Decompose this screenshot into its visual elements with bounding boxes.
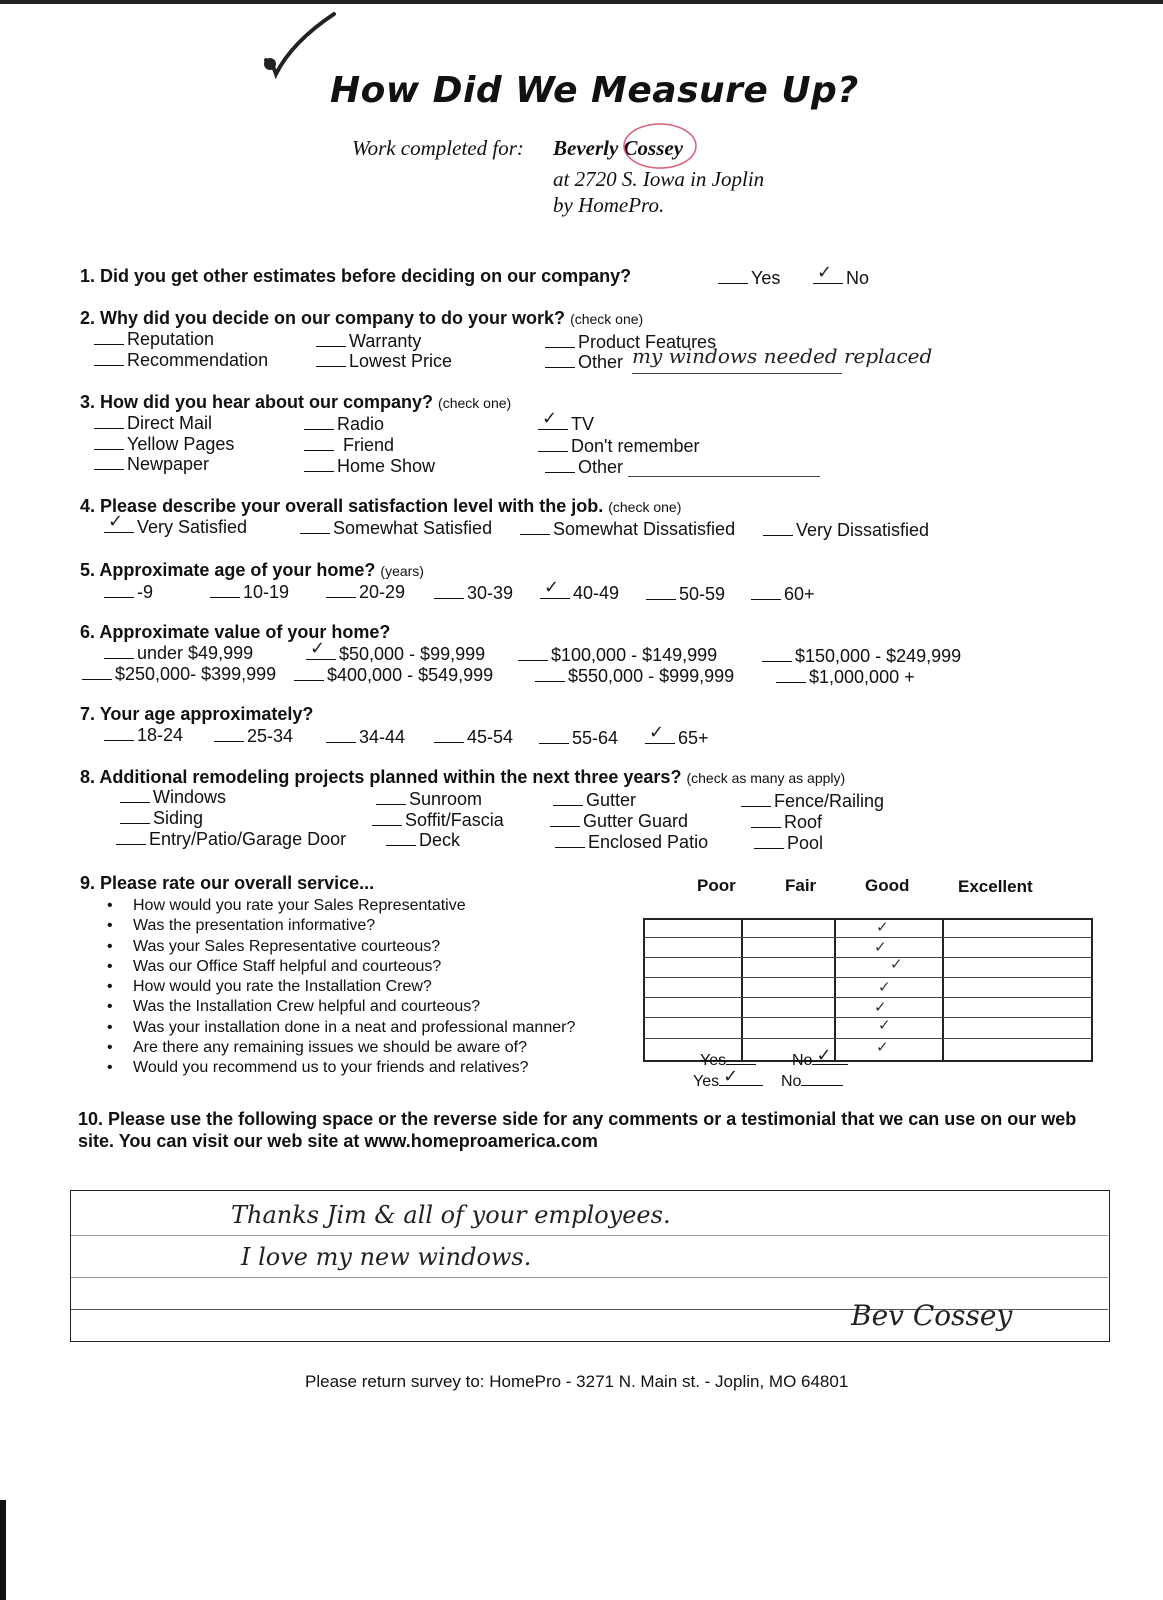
q4-somewhat-satisfied[interactable]: Somewhat Satisfied bbox=[300, 518, 492, 539]
q9-item: • Are there any remaining issues we should be aware of? bbox=[133, 1039, 527, 1057]
q8-gutter-guard[interactable]: Gutter Guard bbox=[550, 811, 688, 832]
q7-25-34[interactable]: 25-34 bbox=[214, 726, 293, 747]
scan-edge-left bbox=[0, 1500, 6, 1600]
check-icon: ✓ bbox=[878, 1016, 891, 1034]
other-line bbox=[632, 373, 842, 374]
q9-item: • Was your Sales Representative courteous? bbox=[133, 938, 440, 956]
q8-deck[interactable]: Deck bbox=[386, 830, 460, 851]
check-icon: ✓ bbox=[874, 938, 887, 956]
other-line bbox=[628, 476, 820, 477]
q8-siding[interactable]: Siding bbox=[120, 808, 203, 829]
q6-1000000-plus[interactable]: $1,000,000 + bbox=[776, 667, 915, 688]
q9-recommend-yes[interactable]: Yes ✓ bbox=[693, 1073, 766, 1091]
q3-dont-remember[interactable]: Don't remember bbox=[538, 436, 699, 457]
q7-55-64[interactable]: 55-64 bbox=[539, 728, 618, 749]
q2-other[interactable]: Other bbox=[545, 352, 623, 373]
q8-pool[interactable]: Pool bbox=[754, 833, 823, 854]
q7-45-54[interactable]: 45-54 bbox=[434, 727, 513, 748]
signature: Bev Cossey bbox=[851, 1299, 1013, 1332]
q9-item: • Was the presentation informative? bbox=[133, 917, 375, 935]
check-icon: ✓ bbox=[649, 722, 665, 743]
q5-option-9[interactable]: -9 bbox=[104, 582, 153, 603]
q2-reputation[interactable]: Reputation bbox=[94, 329, 214, 350]
question-8: 8. Additional remodeling projects planned within the next three years? (check as many as apply) bbox=[80, 767, 846, 787]
q6-400000-549999[interactable]: $400,000 - $549,999 bbox=[294, 665, 493, 686]
column-excellent: Excellent bbox=[958, 877, 1033, 896]
q3-yellow-pages[interactable]: Yellow Pages bbox=[94, 434, 234, 455]
q8-windows[interactable]: Windows bbox=[120, 787, 226, 808]
q7-65-plus[interactable]: ✓ 65+ bbox=[645, 728, 709, 749]
q6-250000-399999[interactable]: $250,000- $399,999 bbox=[82, 664, 276, 685]
check-icon: ✓ bbox=[816, 1045, 832, 1066]
q5-option-60[interactable]: 60+ bbox=[751, 584, 815, 605]
column-fair: Fair bbox=[785, 876, 817, 895]
question-6: 6. Approximate value of your home? bbox=[80, 622, 391, 642]
check-icon: ✓ bbox=[310, 638, 326, 659]
q9-item: • How would you rate the Installation Crew? bbox=[133, 978, 432, 996]
q8-gutter[interactable]: Gutter bbox=[553, 790, 636, 811]
comment-line-1: Thanks Jim & all of your employees. bbox=[231, 1201, 671, 1229]
question-7: 7. Your age approximately? bbox=[80, 704, 314, 724]
q7-34-44[interactable]: 34-44 bbox=[326, 727, 405, 748]
address: at 2720 S. Iowa in Joplin bbox=[553, 167, 765, 191]
question-2: 2. Why did you decide on our company to do your work? (check one) bbox=[80, 308, 644, 328]
check-icon: ✓ bbox=[874, 998, 887, 1016]
q8-fence-railing[interactable]: Fence/Railing bbox=[741, 791, 884, 812]
check-icon: ✓ bbox=[876, 918, 889, 936]
footer-return-address: Please return survey to: HomePro - 3271 N. Main st. - Joplin, MO 64801 bbox=[305, 1372, 849, 1391]
q3-direct-mail[interactable]: Direct Mail bbox=[94, 413, 212, 434]
q3-tv[interactable]: ✓ TV bbox=[538, 414, 594, 435]
q6-550000-999999[interactable]: $550,000 - $999,999 bbox=[535, 666, 734, 687]
question-9: 9. Please rate our overall service... bbox=[80, 873, 375, 893]
question-3: 3. How did you hear about our company? (check one) bbox=[80, 392, 512, 412]
q7-18-24[interactable]: 18-24 bbox=[104, 725, 183, 746]
check-icon: ✓ bbox=[544, 577, 560, 598]
q4-very-satisfied[interactable]: ✓ Very Satisfied bbox=[104, 517, 247, 538]
check-icon: ✓ bbox=[817, 262, 833, 283]
q9-issues-yes[interactable]: Yes bbox=[700, 1052, 759, 1070]
work-completed-label: Work completed for: bbox=[352, 136, 524, 160]
q1-yes[interactable]: Yes bbox=[718, 268, 780, 289]
q3-friend[interactable]: Friend bbox=[304, 435, 394, 456]
page-title: How Did We Measure Up? bbox=[330, 70, 859, 111]
q9-item: • Was our Office Staff helpful and courteous? bbox=[133, 958, 441, 976]
check-icon: ✓ bbox=[723, 1066, 739, 1087]
q1-no[interactable]: ✓ No bbox=[813, 268, 869, 289]
question-5: 5. Approximate age of your home? (years) bbox=[80, 560, 424, 580]
check-icon: ✓ bbox=[542, 408, 558, 429]
check-icon: ✓ bbox=[876, 1038, 889, 1056]
q6-150000-249999[interactable]: $150,000 - $249,999 bbox=[762, 646, 961, 667]
q9-recommend-no[interactable]: No bbox=[781, 1073, 846, 1091]
comment-box[interactable] bbox=[70, 1190, 1110, 1342]
q8-entry-patio-garage-door[interactable]: Entry/Patio/Garage Door bbox=[116, 829, 346, 850]
q4-somewhat-dissatisfied[interactable]: Somewhat Dissatisfied bbox=[520, 519, 735, 540]
q6-under-49999[interactable]: under $49,999 bbox=[104, 643, 253, 664]
q9-issues-no[interactable]: No ✓ bbox=[792, 1052, 851, 1070]
q3-newpaper[interactable]: Newpaper bbox=[94, 454, 209, 475]
question-4: 4. Please describe your overall satisfaction level with the job. (check one) bbox=[80, 496, 682, 516]
column-poor: Poor bbox=[697, 876, 736, 895]
blank-line bbox=[813, 262, 843, 284]
question-1: 1. Did you get other estimates before deciding on our company? bbox=[80, 266, 632, 286]
q5-option-40-49[interactable]: ✓ 40-49 bbox=[540, 583, 619, 604]
q2-product-features[interactable]: Product Features bbox=[545, 332, 716, 353]
circle-mark-icon bbox=[620, 118, 700, 174]
q5-option-30-39[interactable]: 30-39 bbox=[434, 583, 513, 604]
company-name: by HomePro. bbox=[553, 193, 665, 217]
check-icon: ✓ bbox=[108, 511, 124, 532]
q2-recommendation[interactable]: Recommendation bbox=[94, 350, 268, 371]
q9-item: • Would you recommend us to your friends and relatives? bbox=[133, 1059, 528, 1077]
q4-very-dissatisfied[interactable]: Very Dissatisfied bbox=[763, 520, 929, 541]
q8-soffit-fascia[interactable]: Soffit/Fascia bbox=[372, 810, 504, 831]
q2-warranty[interactable]: Warranty bbox=[316, 331, 421, 352]
q6-100000-149999[interactable]: $100,000 - $149,999 bbox=[518, 645, 717, 666]
question-10: 10. Please use the following space or the reverse side for any comments or a testimonial that we can use on our web site. You can visit our web site at www.homeproamerica.com bbox=[78, 1109, 1077, 1151]
q2-other-handwritten: my windows needed replaced bbox=[632, 344, 933, 368]
customer-name: Beverly Cossey bbox=[553, 136, 684, 160]
q8-enclosed-patio[interactable]: Enclosed Patio bbox=[555, 832, 708, 853]
check-icon: ✓ bbox=[890, 955, 903, 973]
comment-line-2: I love my new windows. bbox=[241, 1243, 532, 1271]
scan-edge-top bbox=[0, 0, 1163, 4]
q9-item: • Was the Installation Crew helpful and courteous? bbox=[133, 998, 480, 1016]
q9-item: • How would you rate your Sales Representative bbox=[133, 897, 466, 915]
q3-home-show[interactable]: Home Show bbox=[304, 456, 435, 477]
q5-option-20-29[interactable]: 20-29 bbox=[326, 582, 405, 603]
q5-option-10-19[interactable]: 10-19 bbox=[210, 582, 289, 603]
q5-option-50-59[interactable]: 50-59 bbox=[646, 584, 725, 605]
column-good: Good bbox=[865, 876, 910, 895]
q3-other[interactable]: Other bbox=[545, 457, 623, 478]
q2-lowest-price[interactable]: Lowest Price bbox=[316, 351, 452, 372]
check-icon: ✓ bbox=[878, 978, 891, 996]
blank-line bbox=[718, 268, 748, 284]
q8-roof[interactable]: Roof bbox=[751, 812, 822, 833]
q6-50000-99999[interactable]: ✓ $50,000 - $99,999 bbox=[306, 644, 485, 665]
q8-sunroom[interactable]: Sunroom bbox=[376, 789, 482, 810]
q3-radio[interactable]: Radio bbox=[304, 414, 384, 435]
q9-item: • Was your installation done in a neat and professional manner? bbox=[133, 1019, 575, 1037]
